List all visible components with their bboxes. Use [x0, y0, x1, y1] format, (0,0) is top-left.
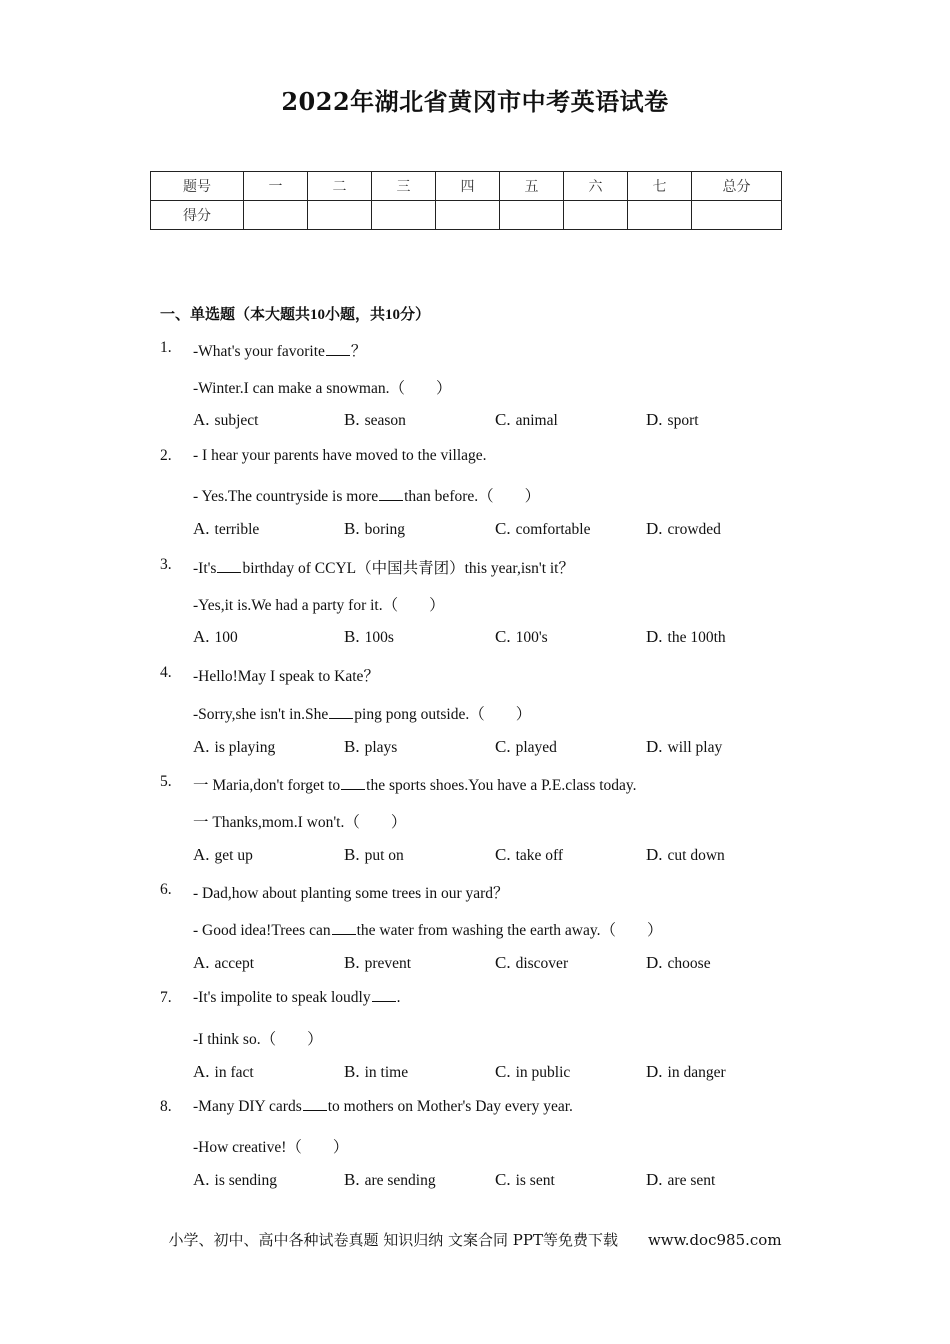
option-a[interactable]: A. subject [193, 410, 259, 429]
option-b[interactable]: B. are sending [344, 1170, 436, 1189]
option-c[interactable]: C. animal [495, 410, 558, 429]
score-cell: 得分 [151, 201, 244, 230]
question-stem-line1: 一 Maria,don't forget to the sports shoes.You have a P.E.class today. [193, 777, 637, 794]
option-d[interactable]: D. the 100th [646, 627, 726, 646]
option-b[interactable]: B. plays [344, 737, 398, 756]
score-cell [436, 201, 500, 230]
answer-blank [379, 488, 403, 501]
option-a[interactable]: A. in fact [193, 1062, 254, 1081]
option-c[interactable]: C. in public [495, 1062, 571, 1081]
question-stem-line2: - Yes.The countryside is more than before.（ ） [193, 488, 541, 505]
score-cell: 七 [628, 172, 692, 201]
question-number: 6. [160, 881, 172, 898]
option-d[interactable]: D. sport [646, 410, 699, 429]
page-footer: 小学、初中、高中各种试卷真题 知识归纳 文案合同 PPT等免费下载 www.doc985.com [168, 1231, 782, 1249]
section-prefix: 一、单选题（本大题共 [160, 305, 311, 323]
option-a[interactable]: A. terrible [193, 519, 260, 538]
option-c[interactable]: C. comfortable [495, 519, 591, 538]
score-cell: 一 [244, 172, 308, 201]
question-number: 7. [160, 989, 172, 1006]
question-stem-line1: -It's impolite to speak loudly . [193, 989, 401, 1006]
score-table [150, 171, 782, 230]
question-number: 1. [160, 339, 172, 356]
score-table-score-row [151, 201, 782, 230]
question-number: 4. [160, 664, 172, 681]
score-table-header-row [151, 172, 782, 201]
question-number: 8. [160, 1098, 172, 1115]
question-stem-line2: 一 Thanks,mom.I won't.（ ） [193, 814, 407, 831]
score-cell: 四 [436, 172, 500, 201]
option-d[interactable]: D. are sent [646, 1170, 716, 1189]
answer-blank [326, 343, 350, 356]
option-c[interactable]: C. take off [495, 845, 564, 864]
answer-blank [332, 922, 356, 935]
score-cell [372, 201, 436, 230]
option-d[interactable]: D. cut down [646, 845, 725, 864]
option-d[interactable]: D. in danger [646, 1062, 726, 1081]
question-stem-line1: - Dad,how about planting some trees in our yard？ [193, 885, 509, 902]
question-number: 2. [160, 447, 172, 464]
option-a[interactable]: A. 100 [193, 627, 238, 646]
answer-blank [217, 560, 241, 573]
answer-blank [303, 1098, 327, 1111]
option-b[interactable]: B. 100s [344, 627, 394, 646]
score-cell [692, 201, 782, 230]
answer-blank [341, 777, 365, 790]
score-cell: 题号 [151, 172, 244, 201]
score-cell [308, 201, 372, 230]
section-points: 10 [385, 307, 401, 323]
score-cell [500, 201, 564, 230]
option-c[interactable]: C. discover [495, 953, 569, 972]
section-mid: 小题，共 [325, 305, 386, 323]
answer-blank [372, 989, 396, 1002]
option-d[interactable]: D. choose [646, 953, 711, 972]
option-b[interactable]: B. put on [344, 845, 404, 864]
score-cell [564, 201, 628, 230]
question-stem-line1: -Many DIY cards to mothers on Mother's Day every year. [193, 1098, 573, 1115]
option-d[interactable]: D. will play [646, 737, 723, 756]
question-stem-line1: -It's birthday of CCYL（中国共青团）this year,isn't it？ [193, 560, 574, 577]
question-stem-line1: - I hear your parents have moved to the village. [193, 447, 487, 464]
option-c[interactable]: C. 100's [495, 627, 548, 646]
score-cell: 总分 [692, 172, 782, 201]
question-stem-line2: - Good idea!Trees can the water from washing the earth away.（ ） [193, 922, 663, 939]
question-stem-line2: -Winter.I can make a snowman.（ ） [193, 380, 452, 397]
section-count: 10 [310, 307, 326, 323]
option-b[interactable]: B. prevent [344, 953, 412, 972]
option-d[interactable]: D. crowded [646, 519, 721, 538]
question-stem-line1: -What's your favorite ？ [193, 343, 367, 360]
question-number: 3. [160, 556, 172, 573]
score-cell: 三 [372, 172, 436, 201]
question-stem-line2: -I think so.（ ） [193, 1031, 323, 1048]
option-a[interactable]: A. get up [193, 845, 253, 864]
score-cell: 六 [564, 172, 628, 201]
option-a[interactable]: A. is playing [193, 737, 276, 756]
option-a[interactable]: A. accept [193, 953, 255, 972]
option-b[interactable]: B. season [344, 410, 406, 429]
question-stem-line2: -How creative!（ ） [193, 1139, 349, 1156]
question-stem-line2: -Yes,it is.We had a party for it.（ ） [193, 597, 445, 614]
score-cell: 二 [308, 172, 372, 201]
option-c[interactable]: C. is sent [495, 1170, 555, 1189]
score-cell [244, 201, 308, 230]
exam-title: 2022年湖北省黄冈市中考英语试卷 [281, 87, 669, 116]
section-heading [160, 303, 430, 324]
question-number: 5. [160, 773, 172, 790]
section-suffix: 分） [400, 305, 431, 323]
option-b[interactable]: B. in time [344, 1062, 409, 1081]
question-stem-line2: -Sorry,she isn't in.She ping pong outside.（ ） [193, 706, 532, 723]
score-cell: 五 [500, 172, 564, 201]
answer-blank [329, 706, 353, 719]
option-a[interactable]: A. is sending [193, 1170, 277, 1189]
question-stem-line1: -Hello!May I speak to Kate？ [193, 668, 379, 685]
option-c[interactable]: C. played [495, 737, 557, 756]
score-cell [628, 201, 692, 230]
option-b[interactable]: B. boring [344, 519, 406, 538]
